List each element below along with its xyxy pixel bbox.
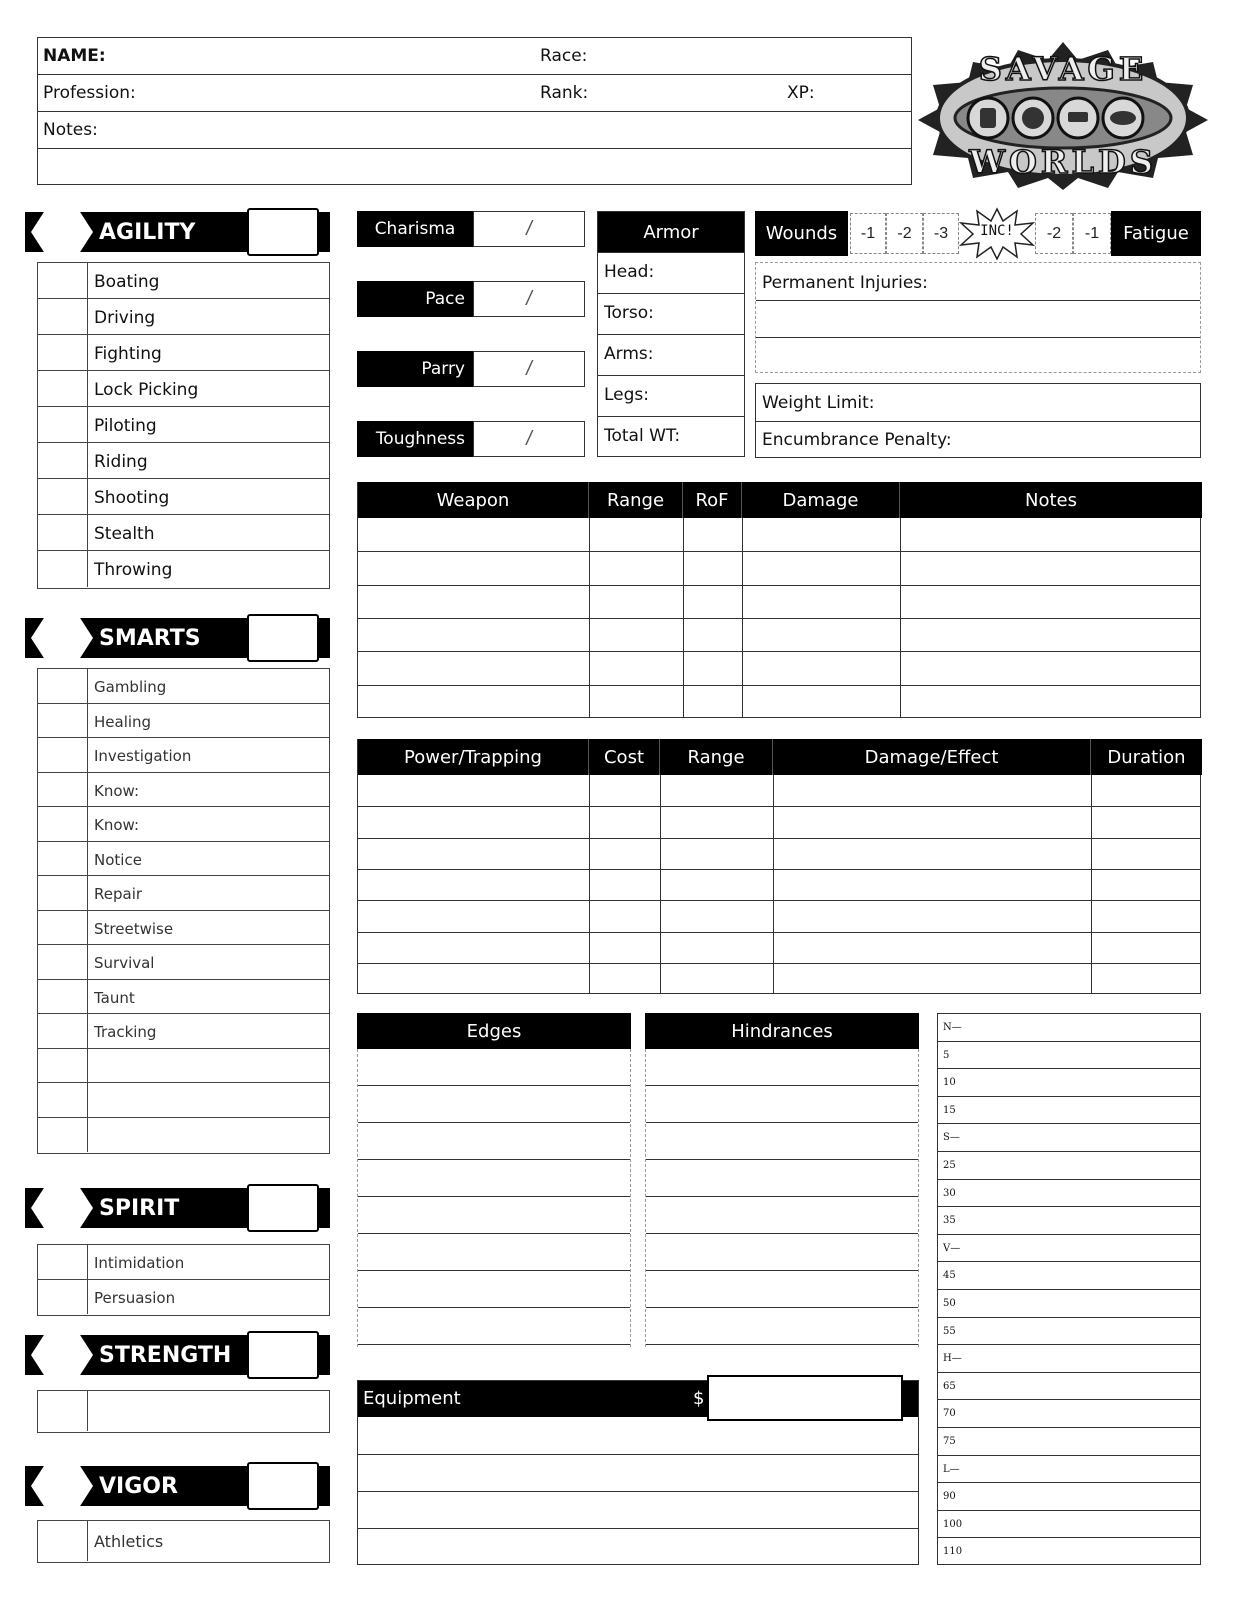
skill-label: Throwing: [94, 560, 173, 580]
character-header: [37, 37, 912, 185]
xp-row[interactable]: [938, 1400, 1200, 1428]
xp-row-label: 10: [943, 1077, 956, 1089]
duration-col-header: Duration: [1091, 739, 1202, 775]
skill-die-cell[interactable]: [38, 807, 88, 841]
skill-die-cell[interactable]: [38, 1245, 88, 1279]
skill-row[interactable]: [38, 551, 329, 587]
skill-row[interactable]: [38, 842, 329, 877]
skill-die-cell[interactable]: [38, 1083, 88, 1117]
skill-row[interactable]: [38, 1083, 329, 1118]
xp-row[interactable]: [938, 1483, 1200, 1511]
spirit-label: SPIRIT: [99, 1196, 180, 1221]
notes-label: Notes:: [43, 120, 98, 140]
skill-row[interactable]: [38, 479, 329, 515]
parry-label: Parry: [357, 351, 473, 387]
skill-die-cell[interactable]: [38, 1280, 88, 1315]
strength-header: [25, 1331, 330, 1379]
strength-label: STRENGTH: [99, 1343, 232, 1368]
xp-row[interactable]: [938, 1014, 1200, 1042]
skill-row[interactable]: [38, 299, 329, 335]
skill-die-cell[interactable]: [38, 1049, 88, 1083]
xp-row[interactable]: [938, 1538, 1200, 1566]
inc-label: INC!: [980, 223, 1014, 239]
hindrances-line[interactable]: [646, 1159, 918, 1160]
smarts-skills: [37, 668, 330, 1154]
armor-head-label: Head:: [604, 262, 655, 282]
race-label: Race:: [540, 46, 588, 66]
powers-table: [357, 739, 1201, 994]
wound-minus-2[interactable]: -2: [886, 213, 923, 254]
agility-header: [25, 208, 330, 256]
equipment-title: Equipment: [363, 1388, 461, 1409]
skill-row[interactable]: [38, 945, 329, 980]
skill-label: Know:: [94, 781, 140, 800]
table-col-line: [1091, 775, 1092, 993]
agility-label: AGILITY: [99, 220, 196, 245]
table-col-line: [589, 518, 590, 717]
hindrances-line[interactable]: [646, 1085, 918, 1086]
armor-legs-label: Legs:: [604, 385, 650, 405]
skill-row[interactable]: [38, 1245, 329, 1280]
xp-row[interactable]: [938, 1345, 1200, 1373]
power-col-header: Power/Trapping: [358, 739, 589, 775]
xp-row-label: 55: [943, 1325, 956, 1337]
skill-row[interactable]: [38, 738, 329, 773]
skill-label: Riding: [94, 452, 148, 472]
skill-die-cell[interactable]: [38, 407, 88, 442]
name-label: NAME:: [43, 46, 106, 66]
armor-row-legs[interactable]: [598, 375, 744, 416]
skill-die-cell[interactable]: [38, 1014, 88, 1048]
rank-label: Rank:: [540, 83, 589, 103]
range-col-header: Range: [589, 482, 683, 518]
skill-row[interactable]: [38, 669, 329, 704]
skill-label: Piloting: [94, 416, 157, 436]
hindrances-line[interactable]: [646, 1233, 918, 1234]
table-col-line: [589, 775, 590, 993]
skill-row[interactable]: [38, 1391, 329, 1431]
skill-row[interactable]: [38, 1280, 329, 1315]
xp-row-label: 110: [943, 1546, 963, 1558]
hindrances-line[interactable]: [646, 1270, 918, 1271]
xp-row[interactable]: [938, 1511, 1200, 1539]
armor-torso-label: Torso:: [604, 303, 654, 323]
table-row-line: [358, 685, 1200, 686]
table-row-line: [358, 963, 1200, 964]
charisma-value[interactable]: /: [473, 211, 585, 247]
xp-row-label: S—: [943, 1132, 960, 1144]
edges-title: Edges: [357, 1013, 631, 1049]
spirit-skills: [37, 1244, 330, 1316]
edges-line[interactable]: [358, 1085, 630, 1086]
skill-label: Gambling: [94, 678, 167, 696]
skill-die-cell[interactable]: [38, 371, 88, 406]
xp-row-label: 15: [943, 1104, 956, 1116]
skill-label: Survival: [94, 954, 155, 972]
skill-row[interactable]: [38, 876, 329, 911]
skill-die-cell[interactable]: [38, 704, 88, 738]
toughness-label: Toughness: [357, 421, 473, 457]
skill-die-cell[interactable]: [38, 1391, 88, 1431]
table-col-line: [900, 518, 901, 717]
xp-row-label: 5: [943, 1049, 950, 1061]
wounds-label: Wounds: [755, 211, 848, 256]
permanent-injuries-box[interactable]: [755, 262, 1201, 373]
skill-die-cell[interactable]: [38, 911, 88, 945]
skill-row[interactable]: [38, 371, 329, 407]
hindrances-list: [645, 1013, 919, 1347]
profession-label: Profession:: [43, 83, 136, 103]
xp-row-label: 65: [943, 1380, 956, 1392]
xp-row-label: 25: [943, 1160, 956, 1171]
table-col-line: [773, 775, 774, 993]
skill-row[interactable]: [38, 1118, 329, 1153]
smarts-header: [25, 614, 330, 662]
xp-row[interactable]: [938, 1428, 1200, 1456]
xp-row[interactable]: [938, 1124, 1200, 1152]
parry-stat: [357, 351, 585, 387]
weight-box: [755, 383, 1201, 458]
skill-row[interactable]: [38, 263, 329, 299]
xp-row[interactable]: [938, 1290, 1200, 1318]
table-col-line: [660, 775, 661, 993]
skill-row[interactable]: [38, 335, 329, 371]
skill-row[interactable]: [38, 704, 329, 739]
weapon-col-header: Weapon: [358, 482, 589, 518]
logo-top-text: SAVAGE: [978, 50, 1148, 88]
xp-row[interactable]: [938, 1152, 1200, 1180]
skill-label: Notice: [94, 850, 142, 869]
savage-worlds-logo: [918, 40, 1208, 190]
money-symbol: $: [693, 1388, 705, 1409]
wound-minus-3[interactable]: -3: [923, 213, 959, 254]
xp-row[interactable]: [938, 1097, 1200, 1125]
xp-row[interactable]: [938, 1235, 1200, 1263]
xp-row-label: V—: [943, 1242, 961, 1254]
skill-label: Repair: [94, 885, 143, 903]
xp-row-label: 75: [943, 1436, 956, 1447]
skill-row[interactable]: [38, 980, 329, 1015]
parry-value[interactable]: /: [473, 351, 585, 387]
table-row-line: [358, 651, 1200, 652]
hindrances-line[interactable]: [646, 1196, 918, 1197]
xp-track: [937, 1013, 1201, 1565]
xp-row-label: 35: [943, 1215, 956, 1227]
damage-col-header: Damage: [742, 482, 900, 518]
skill-row[interactable]: [38, 407, 329, 443]
table-col-line: [742, 518, 743, 717]
skill-row[interactable]: [38, 443, 329, 479]
xp-row[interactable]: [938, 1262, 1200, 1290]
weight-limit-label[interactable]: Weight Limit:: [762, 393, 875, 413]
armor-row-arms[interactable]: [598, 334, 744, 375]
skill-label: Lock Picking: [94, 380, 199, 400]
permanent-injuries-label: Permanent Injuries:: [762, 273, 928, 293]
edges-line[interactable]: [358, 1233, 630, 1234]
skill-row[interactable]: [38, 515, 329, 551]
pace-value[interactable]: /: [473, 281, 585, 317]
power-range-col-header: Range: [660, 739, 773, 775]
money-field[interactable]: [707, 1375, 903, 1421]
xp-row-label: 70: [943, 1408, 956, 1420]
skill-die-cell[interactable]: [38, 479, 88, 514]
skill-die-cell[interactable]: [38, 945, 88, 979]
edges-line[interactable]: [358, 1307, 630, 1308]
armor-row-head[interactable]: [598, 252, 744, 293]
skill-die-cell[interactable]: [38, 738, 88, 772]
fatigue-minus-2[interactable]: -2: [1035, 213, 1073, 254]
armor-row-torso[interactable]: [598, 293, 744, 334]
skill-die-cell[interactable]: [38, 551, 88, 587]
armor-box: [597, 211, 745, 457]
notes-row[interactable]: [38, 112, 911, 149]
skill-label: Fighting: [94, 344, 162, 364]
vigor-value-box[interactable]: [247, 1462, 319, 1510]
skill-die-cell[interactable]: [38, 335, 88, 370]
effect-col-header: Damage/Effect: [773, 739, 1091, 775]
equipment-line[interactable]: [358, 1491, 918, 1492]
xp-row[interactable]: [938, 1318, 1200, 1346]
spirit-value-box[interactable]: [247, 1184, 319, 1232]
incapacitated-burst[interactable]: [959, 207, 1035, 261]
vigor-header: [25, 1462, 330, 1510]
xp-row[interactable]: [938, 1207, 1200, 1235]
strength-skills: [37, 1390, 330, 1433]
agility-skills: [37, 262, 330, 589]
xp-label: XP:: [787, 83, 815, 103]
skill-die-cell[interactable]: [38, 299, 88, 334]
table-row-line: [358, 900, 1200, 901]
skill-label: Know:: [94, 816, 140, 834]
agility-value-box[interactable]: [247, 208, 319, 256]
table-row-line: [358, 618, 1200, 619]
smarts-label: SMARTS: [99, 626, 201, 651]
skill-die-cell[interactable]: [38, 669, 88, 703]
skill-die-cell[interactable]: [38, 980, 88, 1014]
wound-minus-1[interactable]: -1: [850, 213, 886, 254]
toughness-stat: [357, 421, 585, 457]
xp-row-label: 90: [943, 1491, 956, 1503]
wounds-track: [755, 211, 1201, 256]
hindrances-line[interactable]: [646, 1307, 918, 1308]
table-row-line: [358, 551, 1200, 552]
table-row-line: [358, 869, 1200, 870]
skill-label: Boating: [94, 272, 160, 292]
spirit-header: [25, 1184, 330, 1232]
hindrances-line[interactable]: [646, 1122, 918, 1123]
xp-row-label: 30: [943, 1187, 956, 1199]
skill-label: Healing: [94, 712, 152, 731]
edges-list: [357, 1013, 631, 1347]
skill-label: Stealth: [94, 524, 155, 544]
skill-die-cell[interactable]: [38, 876, 88, 910]
xp-row[interactable]: [938, 1180, 1200, 1208]
pace-stat: [357, 281, 585, 317]
skill-label: Streetwise: [94, 919, 174, 938]
skill-die-cell[interactable]: [38, 515, 88, 550]
edges-line[interactable]: [358, 1122, 630, 1123]
pace-label: Pace: [357, 281, 473, 317]
xp-row-label: 45: [943, 1270, 956, 1282]
skill-label: Investigation: [94, 747, 192, 765]
armor-title: Armor: [598, 212, 744, 252]
skill-label: Shooting: [94, 488, 170, 508]
fatigue-label: Fatigue: [1111, 211, 1201, 256]
xp-row-label: 100: [943, 1518, 963, 1530]
skill-row[interactable]: [38, 1521, 329, 1561]
skill-label: Driving: [94, 308, 156, 328]
armor-total-label: Total WT:: [604, 426, 681, 446]
profession-row[interactable]: [38, 75, 911, 112]
notes-col-header: Notes: [900, 482, 1202, 518]
edges-line[interactable]: [358, 1344, 630, 1345]
hindrances-line[interactable]: [646, 1344, 918, 1345]
table-row-line: [358, 585, 1200, 586]
table-row-line: [358, 838, 1200, 839]
name-row[interactable]: [38, 38, 911, 75]
skill-label: Intimidation: [94, 1254, 185, 1272]
xp-row[interactable]: [938, 1042, 1200, 1070]
skill-die-cell[interactable]: [38, 1521, 88, 1561]
skill-die-cell[interactable]: [38, 263, 88, 298]
xp-row-label: L—: [943, 1463, 960, 1475]
xp-row-label: 50: [943, 1298, 956, 1309]
skill-die-cell[interactable]: [38, 443, 88, 478]
toughness-value[interactable]: /: [473, 421, 585, 457]
skill-row[interactable]: [38, 773, 329, 808]
edges-line[interactable]: [358, 1159, 630, 1160]
hindrances-title: Hindrances: [645, 1013, 919, 1049]
skill-row[interactable]: [38, 1014, 329, 1049]
logo-bottom-text: WORLDS: [969, 143, 1157, 181]
armor-row-total[interactable]: [598, 416, 744, 457]
skill-label: Tracking: [94, 1023, 157, 1041]
xp-row-label: N—: [943, 1022, 962, 1033]
armor-arms-label: Arms:: [604, 344, 654, 364]
edges-line[interactable]: [358, 1270, 630, 1271]
skill-die-cell[interactable]: [38, 842, 88, 876]
weapons-table: [357, 482, 1201, 718]
skill-label: Athletics: [94, 1532, 164, 1551]
table-col-line: [683, 518, 684, 717]
table-row-line: [358, 806, 1200, 807]
cost-col-header: Cost: [589, 739, 660, 775]
fatigue-minus-1[interactable]: -1: [1073, 213, 1111, 254]
skill-label: Persuasion: [94, 1288, 176, 1307]
vigor-skills: [37, 1520, 330, 1563]
charisma-stat: [357, 211, 585, 247]
equipment-box: [357, 1380, 919, 1565]
edges-line[interactable]: [358, 1196, 630, 1197]
vigor-label: VIGOR: [99, 1474, 178, 1499]
equipment-line[interactable]: [358, 1454, 918, 1455]
strength-value-box[interactable]: [247, 1331, 319, 1379]
xp-row-label: H—: [943, 1353, 962, 1365]
skill-row[interactable]: [38, 911, 329, 946]
charisma-label: Charisma: [357, 211, 473, 247]
xp-row[interactable]: [938, 1373, 1200, 1401]
xp-row[interactable]: [938, 1069, 1200, 1097]
skill-row[interactable]: [38, 807, 329, 842]
table-row-line: [358, 932, 1200, 933]
skill-row[interactable]: [38, 1049, 329, 1084]
encumbrance-label[interactable]: Encumbrance Penalty:: [762, 430, 952, 450]
smarts-value-box[interactable]: [247, 614, 319, 662]
skill-die-cell[interactable]: [38, 773, 88, 807]
xp-row[interactable]: [938, 1456, 1200, 1484]
skill-label: Taunt: [94, 988, 135, 1007]
equipment-line[interactable]: [358, 1528, 918, 1529]
rof-col-header: RoF: [683, 482, 742, 518]
skill-die-cell[interactable]: [38, 1118, 88, 1153]
